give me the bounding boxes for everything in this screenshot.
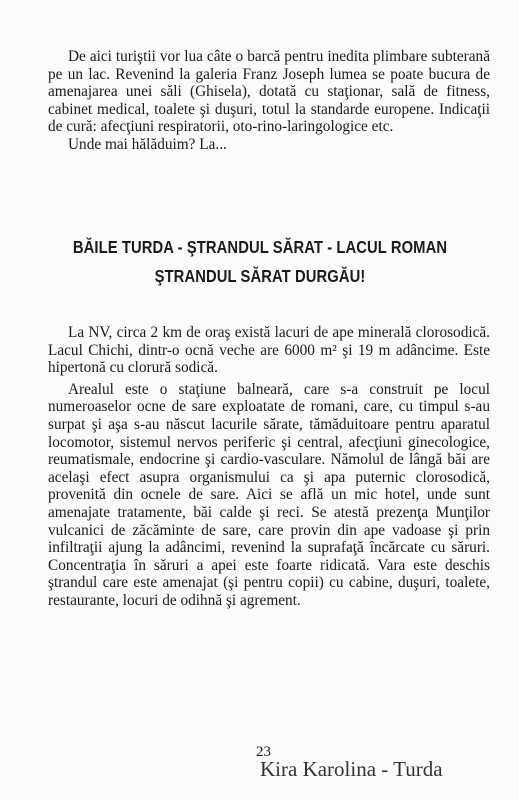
intro-question: Unde mai hălăduim? La... xyxy=(68,135,227,153)
body-paragraph-1: La NV, circa 2 km de oraş există lacuri de ape minerală clorosodică. Lacul Chichi, dintr-o ocnă veche are 6000 m² şi 19 m adâncime. Este hipertonă cu clorură sodică. xyxy=(48,324,490,377)
body-section xyxy=(48,324,490,610)
intro-section xyxy=(48,48,490,154)
section-heading xyxy=(62,233,458,291)
heading-line-2: ŞTRANDUL SĂRAT DURGĂU! xyxy=(154,266,366,286)
body-paragraph-2: Arealul este o staţiune balneară, care s-a construit pe locul numeroaselor ocne de sare exploatate de romani, care, cu timpul s-au surpat şi aşa s-au născut lacurile sărate, tămăduitoare pentru aparatul locomotor, sistemul nervos periferic şi central, afecţiuni ginecologice, reumatismale, endocrine şi cardio-vasculare. Nămolul de lângă băi are acelaşi efect asupra organismului ca şi apa puternic clorosodică, provenită din ocnele de sare. Aici se află un mic hotel, unde sunt amenajate tratamente, băi calde şi reci. Se atestă prezenţa Munţilor vulcanici de zăcăminte de sare, care provin din ape vadoase şi prin infiltraţii ajung la adâncimi, revenind la suprafaţă încărcate cu săruri. Concentraţia în săruri a apei este foarte ridicată. Vara este deschis ştrandul care este amenajat (şi pentru copii) cu cabine, duşuri, toalete, restaurante, locuri de odihnă şi agrement. xyxy=(48,380,490,609)
heading-line-1: BĂILE TURDA - ŞTRANDUL SĂRAT - LACUL ROMAN xyxy=(72,237,448,257)
page-number: 23 xyxy=(256,744,271,760)
footer-signature: Kira Karolina - Turda xyxy=(260,757,443,781)
intro-paragraph: De aici turiştii vor lua câte o barcă pentru inedita plimbare subterană pe un lac. Revenind la galeria Franz Joseph lumea se poate bucura de amenajarea unei săli (Ghisela), dotată cu staţionar, sală de fitness, cabinet medical, toalete şi duşuri, totul la standarde europene. Indicaţii de cură: afecţiuni respiratorii, oto-rino-laringologice etc. xyxy=(48,48,490,136)
